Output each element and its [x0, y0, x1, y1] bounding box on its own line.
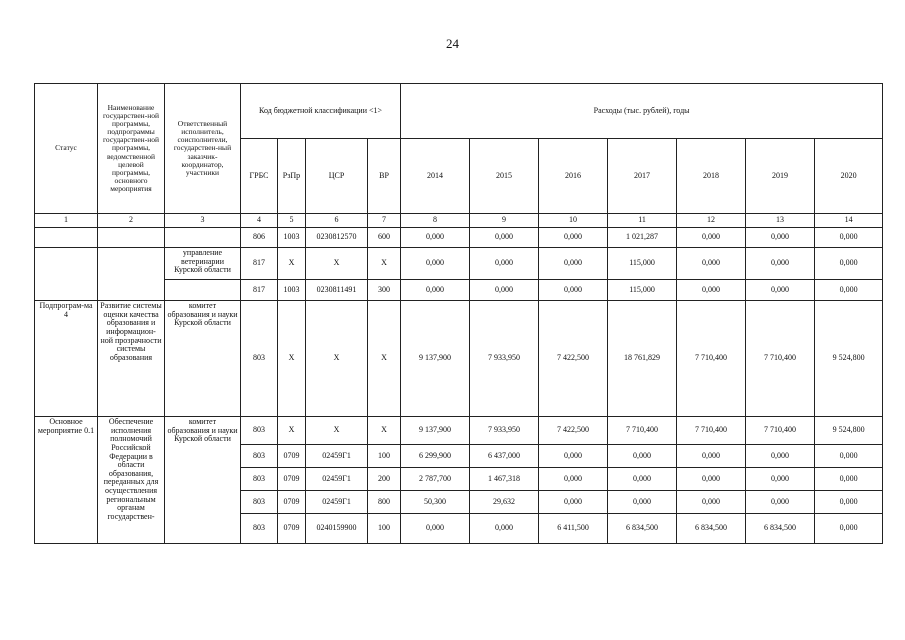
- csr-cell: 0230811491: [306, 280, 368, 301]
- column-number: 11: [608, 214, 677, 228]
- header-year: 2019: [746, 139, 815, 214]
- column-number: 14: [815, 214, 883, 228]
- csr-cell: 02459Г1: [306, 468, 368, 491]
- value-cell: 0,000: [608, 468, 677, 491]
- csr-cell: 0240159900: [306, 514, 368, 544]
- value-cell: 6 411,500: [539, 514, 608, 544]
- table-row: [35, 228, 883, 248]
- value-cell: 0,000: [677, 445, 746, 468]
- header-name: Наименование государствен-ной программы, подпрограммы государствен-ной программы, ведомственной целевой программы, основного мероприятия: [98, 84, 165, 214]
- vr-cell: 100: [368, 445, 401, 468]
- column-number: 1: [35, 214, 98, 228]
- header-year: 2018: [677, 139, 746, 214]
- value-cell: 6 834,500: [608, 514, 677, 544]
- table-row: [35, 248, 883, 280]
- rzpr-cell: 1003: [278, 280, 306, 301]
- grbs-cell: 806: [241, 228, 278, 248]
- value-cell: 6 437,000: [470, 445, 539, 468]
- value-cell: 0,000: [815, 491, 883, 514]
- vr-cell: 100: [368, 514, 401, 544]
- header-csr: ЦСР: [306, 139, 368, 214]
- value-cell: 0,000: [677, 228, 746, 248]
- header-rzpr: РзПр: [278, 139, 306, 214]
- vr-cell: X: [368, 417, 401, 445]
- rzpr-cell: 0709: [278, 491, 306, 514]
- vr-cell: 600: [368, 228, 401, 248]
- value-cell: 0,000: [677, 248, 746, 280]
- status-cell: [35, 248, 98, 301]
- value-cell: 0,000: [815, 445, 883, 468]
- value-cell: 0,000: [815, 228, 883, 248]
- column-number: 8: [401, 214, 470, 228]
- value-cell: 9 137,900: [401, 417, 470, 445]
- value-cell: 0,000: [746, 468, 815, 491]
- name-cell: [98, 248, 165, 301]
- status-cell: Основное мероприятие 0.1: [35, 417, 98, 544]
- name-cell: Обеспечение исполнения полномочий Российской Федерации в области образования, переданных для осуществления региональным органам государствен-: [98, 417, 165, 544]
- rzpr-cell: X: [278, 417, 306, 445]
- header-grbs: ГРБС: [241, 139, 278, 214]
- value-cell: 9 137,900: [401, 301, 470, 417]
- value-cell: 7 710,400: [746, 417, 815, 445]
- rzpr-cell: 0709: [278, 514, 306, 544]
- value-cell: 0,000: [470, 228, 539, 248]
- value-cell: 0,000: [401, 228, 470, 248]
- csr-cell: 02459Г1: [306, 445, 368, 468]
- vr-cell: 300: [368, 280, 401, 301]
- responsible-cell: [165, 228, 241, 248]
- value-cell: 0,000: [401, 514, 470, 544]
- value-cell: 0,000: [401, 280, 470, 301]
- value-cell: 18 761,829: [608, 301, 677, 417]
- header-expenses: Расходы (тыс. рублей), годы: [401, 84, 883, 139]
- grbs-cell: 817: [241, 248, 278, 280]
- value-cell: 0,000: [815, 468, 883, 491]
- rzpr-cell: X: [278, 301, 306, 417]
- value-cell: 29,632: [470, 491, 539, 514]
- responsible-cell: комитет образования и науки Курской области: [165, 417, 241, 544]
- value-cell: 0,000: [539, 248, 608, 280]
- header-responsible: Ответственный исполнитель, соисполнители, государствен-ный заказчик-координатор, участники: [165, 84, 241, 214]
- value-cell: 115,000: [608, 280, 677, 301]
- value-cell: 0,000: [470, 514, 539, 544]
- budget-table: [34, 83, 883, 544]
- column-number-row: [35, 214, 883, 228]
- vr-cell: 200: [368, 468, 401, 491]
- value-cell: 0,000: [746, 445, 815, 468]
- header-vr: ВР: [368, 139, 401, 214]
- status-cell: Подпрограм-ма 4: [35, 301, 98, 417]
- rzpr-cell: 0709: [278, 468, 306, 491]
- grbs-cell: 803: [241, 491, 278, 514]
- column-number: 5: [278, 214, 306, 228]
- table-row: [35, 301, 883, 417]
- value-cell: 9 524,800: [815, 417, 883, 445]
- value-cell: 0,000: [539, 280, 608, 301]
- value-cell: 0,000: [608, 445, 677, 468]
- grbs-cell: 803: [241, 514, 278, 544]
- header-budget-code: Код бюджетной классификации <1>: [241, 84, 401, 139]
- value-cell: 0,000: [746, 491, 815, 514]
- column-number: 3: [165, 214, 241, 228]
- grbs-cell: 803: [241, 468, 278, 491]
- responsible-cell: управление ветеринарии Курской области: [165, 248, 241, 280]
- value-cell: 0,000: [746, 228, 815, 248]
- value-cell: 6 834,500: [746, 514, 815, 544]
- column-number: 4: [241, 214, 278, 228]
- value-cell: 0,000: [677, 280, 746, 301]
- name-cell: Развитие системы оценки качества образования и информацион-ной прозрачности системы образования: [98, 301, 165, 417]
- column-number: 10: [539, 214, 608, 228]
- value-cell: 115,000: [608, 248, 677, 280]
- csr-cell: 0230812570: [306, 228, 368, 248]
- value-cell: 0,000: [815, 514, 883, 544]
- responsible-cell: [165, 280, 241, 301]
- value-cell: 7 710,400: [746, 301, 815, 417]
- value-cell: 2 787,700: [401, 468, 470, 491]
- column-number: 13: [746, 214, 815, 228]
- value-cell: 1 021,287: [608, 228, 677, 248]
- page-number: 24: [446, 36, 459, 51]
- value-cell: 0,000: [608, 491, 677, 514]
- value-cell: 0,000: [539, 491, 608, 514]
- value-cell: 0,000: [677, 491, 746, 514]
- header-year: 2017: [608, 139, 677, 214]
- value-cell: 6 299,900: [401, 445, 470, 468]
- value-cell: 0,000: [746, 280, 815, 301]
- value-cell: 9 524,800: [815, 301, 883, 417]
- value-cell: 0,000: [401, 248, 470, 280]
- column-number: 12: [677, 214, 746, 228]
- value-cell: 0,000: [539, 468, 608, 491]
- value-cell: 6 834,500: [677, 514, 746, 544]
- grbs-cell: 803: [241, 301, 278, 417]
- column-number: 7: [368, 214, 401, 228]
- column-number: 6: [306, 214, 368, 228]
- csr-cell: X: [306, 301, 368, 417]
- grbs-cell: 803: [241, 417, 278, 445]
- name-cell: [98, 228, 165, 248]
- value-cell: 0,000: [815, 280, 883, 301]
- header-year: 2014: [401, 139, 470, 214]
- value-cell: 0,000: [677, 468, 746, 491]
- rzpr-cell: 0709: [278, 445, 306, 468]
- column-number: 9: [470, 214, 539, 228]
- vr-cell: 800: [368, 491, 401, 514]
- header-year: 2016: [539, 139, 608, 214]
- value-cell: 50,300: [401, 491, 470, 514]
- header-year: 2015: [470, 139, 539, 214]
- value-cell: 7 422,500: [539, 417, 608, 445]
- value-cell: 0,000: [539, 228, 608, 248]
- csr-cell: X: [306, 417, 368, 445]
- value-cell: 7 933,950: [470, 301, 539, 417]
- value-cell: 1 467,318: [470, 468, 539, 491]
- value-cell: 7 710,400: [677, 417, 746, 445]
- value-cell: 0,000: [470, 248, 539, 280]
- value-cell: 7 710,400: [677, 301, 746, 417]
- value-cell: 0,000: [470, 280, 539, 301]
- header-status: Статус: [35, 84, 98, 214]
- csr-cell: X: [306, 248, 368, 280]
- status-cell: [35, 228, 98, 248]
- value-cell: 0,000: [815, 248, 883, 280]
- value-cell: 7 422,500: [539, 301, 608, 417]
- grbs-cell: 817: [241, 280, 278, 301]
- responsible-cell: комитет образования и науки Курской области: [165, 301, 241, 417]
- grbs-cell: 803: [241, 445, 278, 468]
- csr-cell: 02459Г1: [306, 491, 368, 514]
- table-row: [35, 417, 883, 445]
- vr-cell: X: [368, 248, 401, 280]
- vr-cell: X: [368, 301, 401, 417]
- rzpr-cell: X: [278, 248, 306, 280]
- rzpr-cell: 1003: [278, 228, 306, 248]
- value-cell: 0,000: [746, 248, 815, 280]
- value-cell: 7 933,950: [470, 417, 539, 445]
- column-number: 2: [98, 214, 165, 228]
- value-cell: 7 710,400: [608, 417, 677, 445]
- header-year: 2020: [815, 139, 883, 214]
- value-cell: 0,000: [539, 445, 608, 468]
